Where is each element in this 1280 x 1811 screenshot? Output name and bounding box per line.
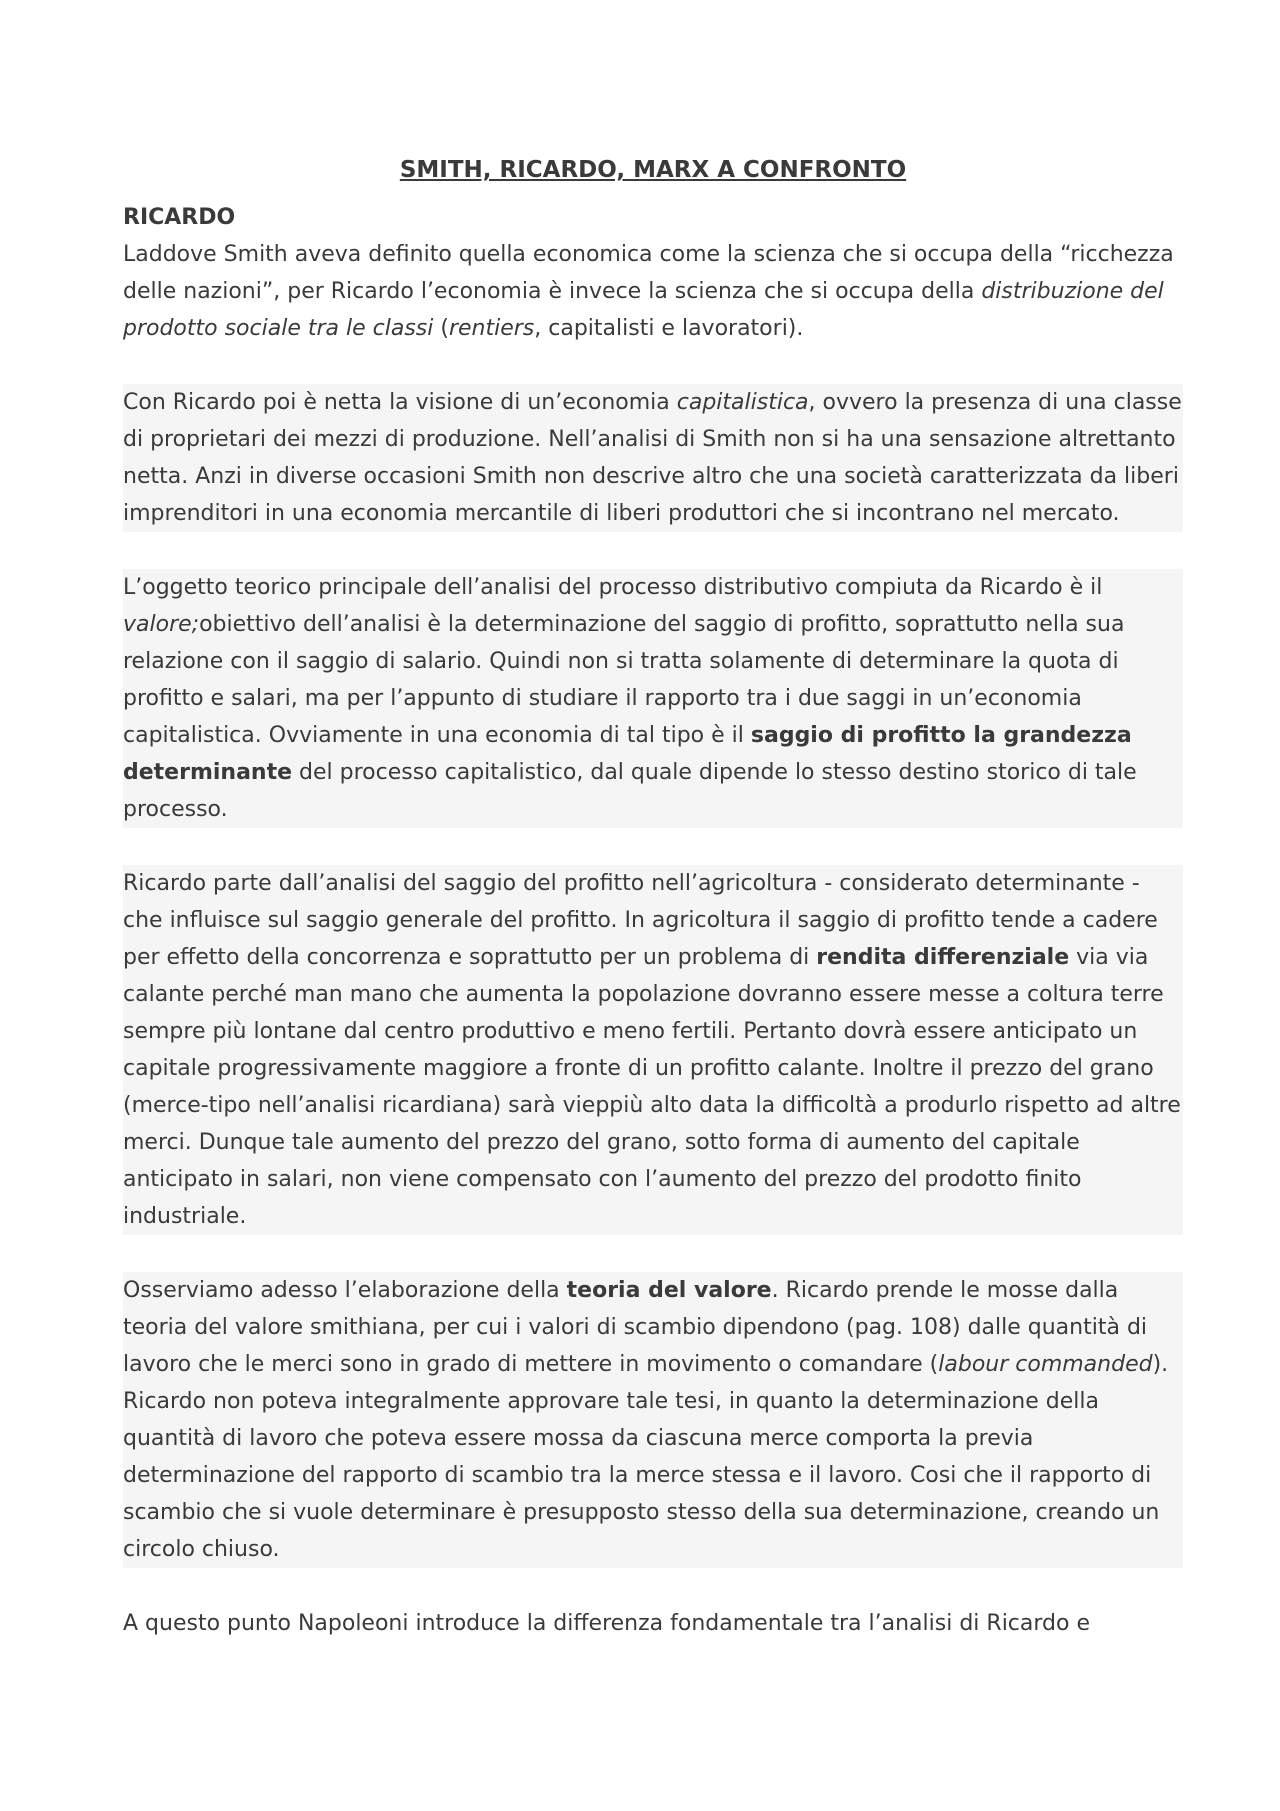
paragraph-1-italic-d: rentiers — [448, 316, 535, 341]
paragraph-3-italic-b: valore; — [123, 612, 200, 637]
paragraph-1-text-c: ( — [433, 316, 449, 341]
paragraph-3-text-a: L’oggetto teorico principale dell’analisi del processo distributivo compiuta da Ricardo è il — [123, 575, 1103, 600]
paragraph-1-text-e: , capitalisti e lavoratori). — [534, 316, 804, 341]
section-heading-ricardo: RICARDO — [123, 205, 236, 230]
paragraph-3-bold-d: saggio di profitto la grandezza determinante — [123, 723, 1132, 785]
paragraph-5-bold-b: teoria del valore — [566, 1278, 772, 1303]
paragraph-3-text-c: obiettivo dell’analisi è la determinazione del saggio di profitto, soprattutto nella sua relazione con il saggio di salario. Quindi non si tratta solamente di determinare la quota di profitto e salari, ma per l’appunto di studiare il rapporto tra i due saggi in un’economia capitalistica. Ovviamente in una economia di tal tipo è il — [123, 612, 1125, 748]
paragraph-2-text-c: , ovvero la presenza di una classe di proprietari dei mezzi di produzione. Nell’analisi di Smith non si ha una sensazione altrettanto netta. Anzi in diverse occasioni Smith non descrive altro che una società caratterizzata da liberi imprenditori in una economia mercantile di liberi produttori che si incontrano nel mercato. — [123, 390, 1182, 526]
document-body — [123, 152, 1183, 1679]
paragraph-5-italic-d: labour commanded — [938, 1352, 1153, 1377]
paragraph-4-text-c: via via calante perché man mano che aumenta la popolazione dovranno essere messe a coltura terre sempre più lontane dal centro produttivo e meno fertili. Pertanto dovrà essere anticipato un capitale progressivamente maggiore a fronte di un profitto calante. Inoltre il prezzo del grano (merce-tipo nell’analisi ricardiana) sarà vieppiù alto data la difficoltà a produrlo rispetto ad altre merci. Dunque tale aumento del prezzo del grano, sotto forma di aumento del capitale anticipato in salari, non viene compensato con l’aumento del prezzo del prodotto finito industriale. — [123, 945, 1181, 1229]
paragraph-3-text-e: del processo capitalistico, dal quale dipende lo stesso destino storico di tale processo. — [123, 760, 1137, 822]
document-title: SMITH, RICARDO, MARX A CONFRONTO — [399, 157, 907, 183]
paragraph-3 — [123, 569, 1183, 828]
paragraph-2 — [123, 384, 1183, 532]
paragraph-4-bold-b: rendita differenziale — [816, 945, 1070, 970]
paragraph-5-text-a: Osserviamo adesso l’elaborazione della — [123, 1278, 567, 1303]
paragraph-4-text-a: Ricardo parte dall’analisi del saggio del profitto nell’agricoltura - considerato determinante - che influisce sul saggio generale del profitto. In agricoltura il saggio di profitto tende a cadere per effetto della concorrenza e soprattutto per un problema di — [123, 871, 1158, 970]
paragraph-1-text-a: Laddove Smith aveva definito quella economica come la scienza che si occupa della “ricchezza delle nazioni”, per Ricardo l’economia è invece la scienza che si occupa della — [123, 242, 1174, 304]
paragraph-5-text-c: . Ricardo prende le mosse dalla teoria del valore smithiana, per cui i valori di scambio dipendono (pag. 108) dalle quantità di lavoro che le merci sono in grado di mettere in movimento o comandare ( — [123, 1278, 1148, 1377]
paragraph-2-text-a: Con Ricardo poi è netta la visione di un’economia — [123, 390, 677, 415]
paragraph-1 — [123, 236, 1183, 347]
paragraph-2-italic-b: capitalistica — [676, 390, 809, 415]
paragraph-6 — [123, 1605, 1183, 1642]
paragraph-6-text-a: A questo punto Napoleoni introduce la differenza fondamentale tra l’analisi di Ricardo e — [123, 1611, 1090, 1636]
paragraph-5 — [123, 1272, 1183, 1568]
paragraph-1-italic-b: distribuzione del prodotto sociale tra le classi — [123, 279, 1164, 341]
paragraph-5-text-e: ). Ricardo non poteva integralmente approvare tale tesi, in quanto la determinazione della quantità di lavoro che poteva essere mossa da ciascuna merce comporta la previa determinazione del rapporto di scambio tra la merce stessa e il lavoro. Cosi che il rapporto di scambio che si vuole determinare è presupposto stesso della sua determinazione, creando un circolo chiuso. — [123, 1352, 1169, 1562]
paragraph-4 — [123, 865, 1183, 1235]
